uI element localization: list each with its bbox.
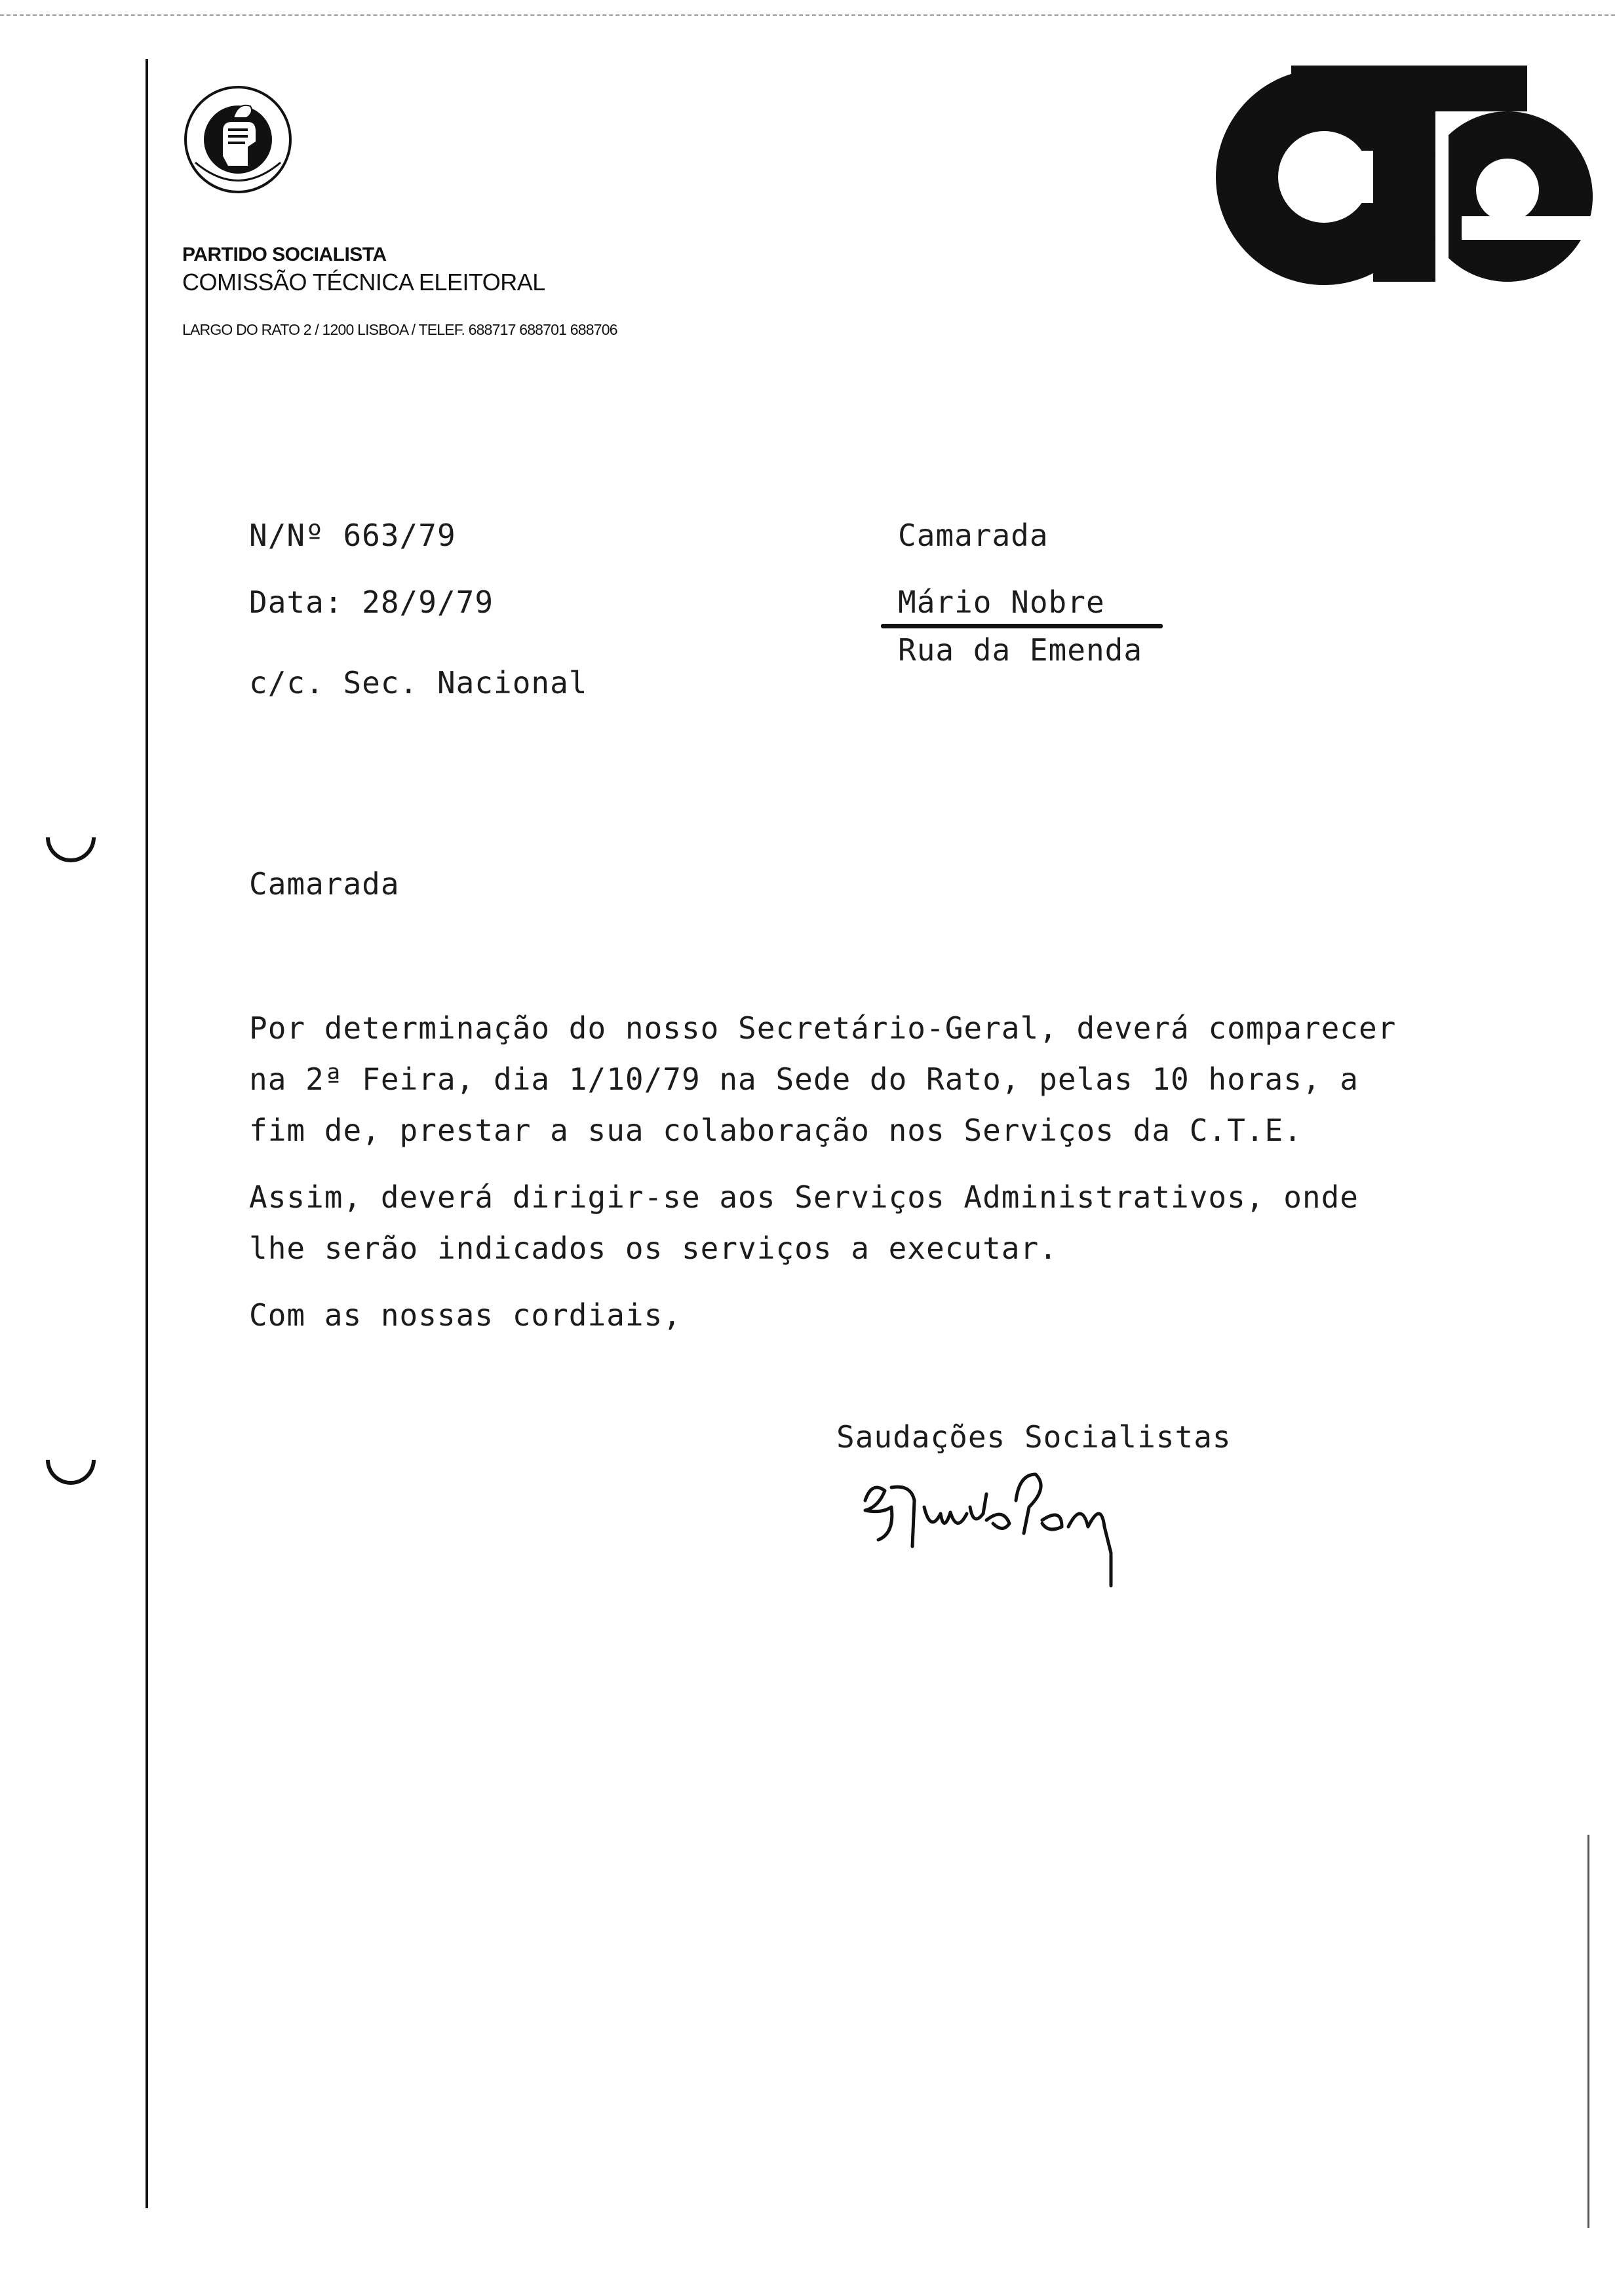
letterhead-address: LARGO DO RATO 2 / 1200 LISBOA / TELEF. 688717 688701 688706 (182, 321, 617, 338)
recipient-name: Mário Nobre (898, 584, 1105, 620)
party-logo (182, 84, 294, 195)
body-paragraph-1: Por determinação do nosso Secretário-Geral, deverá comparecer na 2ª Feira, dia 1/10/79 na Sede do Rato, pelas 10 horas, a fim de, prestar a sua colaboração nos Serviços da C.T.E. (249, 1010, 1397, 1148)
handwritten-signature (852, 1461, 1193, 1592)
margin-rule (146, 59, 148, 2208)
recipient-address: Rua da Emenda (898, 632, 1143, 668)
body-paragraph-3: Com as nossas cordiais, (249, 1297, 682, 1333)
party-name: PARTIDO SOCIALISTA (182, 244, 387, 265)
recipient-underline (881, 624, 1163, 628)
body-paragraph-2: Assim, deverá dirigir-se aos Serviços Administrativos, onde lhe serão indicados os serviços a executar. (249, 1179, 1359, 1266)
recipient-title: Camarada (898, 518, 1049, 553)
reference-number: N/Nº 663/79 (249, 518, 456, 553)
punch-hole-icon (35, 1425, 106, 1495)
closing-greeting: Saudações Socialistas (836, 1419, 1232, 1455)
scan-right-edge (1587, 1835, 1589, 2228)
commission-name: COMISSÃO TÉCNICA ELEITORAL (182, 269, 545, 296)
cte-logo (1199, 52, 1593, 288)
punch-hole-icon (35, 802, 106, 872)
letter-date: Data: 28/9/79 (249, 584, 494, 620)
carbon-copy: c/c. Sec. Nacional (249, 665, 588, 700)
scan-top-edge (0, 14, 1615, 16)
salutation: Camarada (249, 866, 400, 902)
